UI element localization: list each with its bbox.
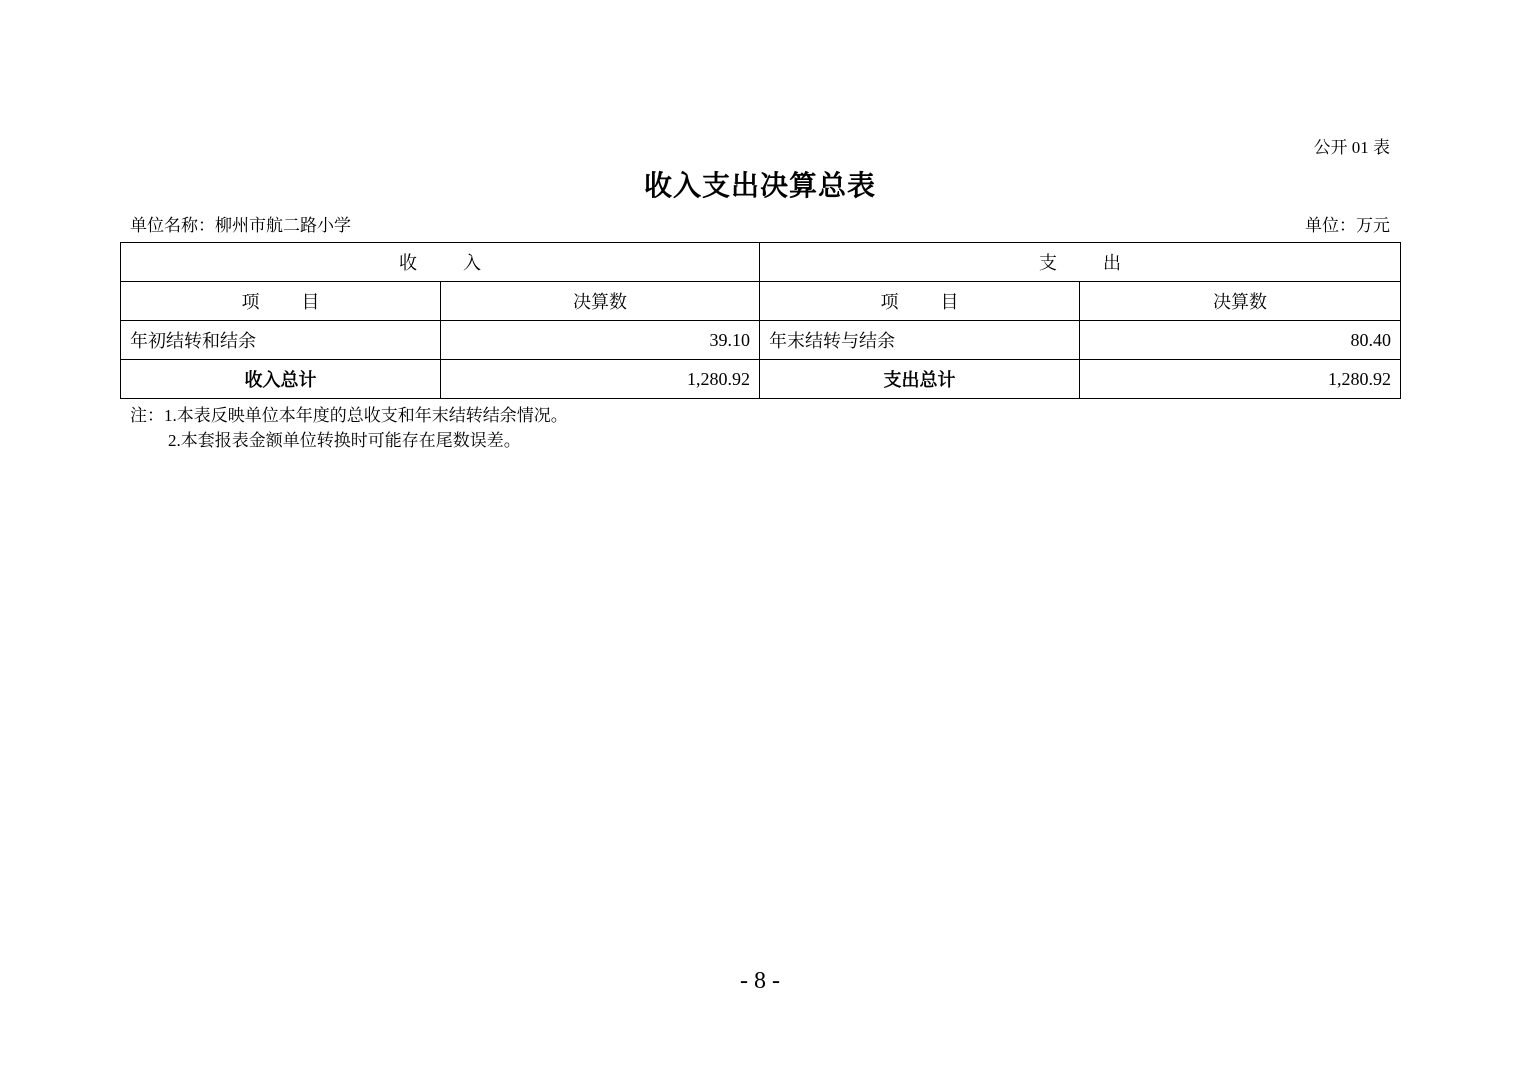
note-1: 注：1.本表反映单位本年度的总收支和年末结转结余情况。	[130, 406, 568, 425]
note-2: 2.本套报表金额单位转换时可能存在尾数误差。	[168, 431, 521, 450]
form-code: 公开 01 表	[1313, 138, 1390, 157]
section-header-row	[121, 243, 1401, 282]
table-notes	[130, 403, 568, 453]
page-number: - 8 -	[740, 968, 780, 994]
summary-table	[120, 242, 1401, 399]
income-amount: 39.10	[441, 321, 760, 360]
expense-heading: 支 出	[760, 243, 1401, 282]
unit-name: 单位名称：柳州市航二路小学	[130, 216, 351, 235]
income-amount-header: 决算数	[441, 282, 760, 321]
expense-amount-header: 决算数	[1080, 282, 1401, 321]
income-item: 年初结转和结余	[121, 321, 441, 360]
table-row	[121, 321, 1401, 360]
income-item-header: 项 目	[121, 282, 441, 321]
page-title: 收入支出决算总表	[643, 171, 876, 202]
expense-item: 年末结转与结余	[760, 321, 1080, 360]
expense-amount: 80.40	[1080, 321, 1401, 360]
totals-row	[121, 360, 1401, 399]
income-heading: 收 入	[121, 243, 760, 282]
column-header-row	[121, 282, 1401, 321]
income-total-label: 收入总计	[121, 360, 441, 399]
unit-label: 单位：万元	[1305, 216, 1390, 235]
expense-total-label: 支出总计	[760, 360, 1080, 399]
income-total-amount: 1,280.92	[441, 360, 760, 399]
expense-total-amount: 1,280.92	[1080, 360, 1401, 399]
expense-item-header: 项 目	[760, 282, 1080, 321]
